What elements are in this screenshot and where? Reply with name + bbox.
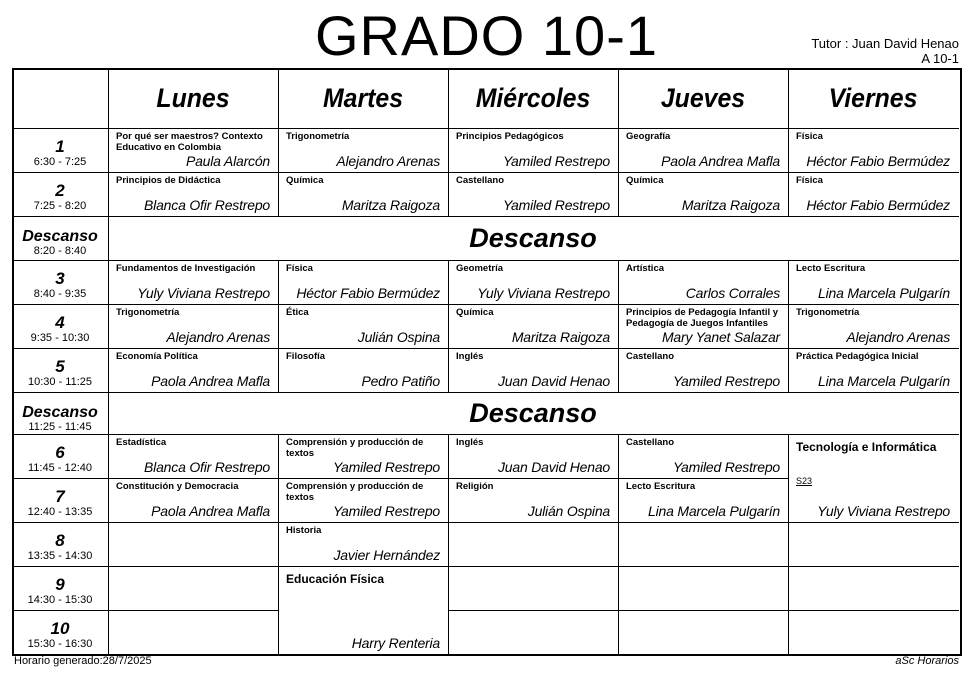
period-label [12,270,108,300]
lesson-teacher: Carlos Corrales [685,285,780,301]
lesson-subject: Educación Física [286,572,385,586]
period-label [12,358,108,388]
period-number: 3 [55,269,65,288]
lesson-teacher: Héctor Fabio Bermúdez [806,197,950,213]
lesson-subject: Principios Pedagógicos [456,131,564,142]
break-banner: Descanso [469,397,597,428]
lesson-teacher: Yuly Viviana Restrepo [817,503,950,519]
period-number: 1 [55,137,65,156]
lesson-teacher: Juan David Henao [498,373,610,389]
lesson-cell [618,172,788,216]
lesson-subject: Principios de Pedagogía Infantil y Pedagogía de Juegos Infantiles [626,307,779,329]
lesson-cell [108,172,278,216]
lesson-subject: Comprensión y producción de textos [286,437,424,459]
period-label [12,488,108,518]
lesson-teacher: Héctor Fabio Bermúdez [296,285,440,301]
timetable-grid [12,68,960,654]
lesson-cell [788,434,958,522]
break-time: 8:20 - 8:40 [33,245,87,257]
lesson-subject: Castellano [456,175,505,186]
lesson-subject: Por qué ser maestros? Contexto Educativo en Colombia [116,131,263,153]
tutor-label: Tutor : Juan David Henao [811,36,959,51]
lesson-cell [448,348,618,392]
lesson-subject: Historia [286,525,322,536]
period-label [12,620,108,650]
lesson-subject: Principios de Didáctica [116,175,221,186]
period-label [12,182,108,212]
lesson-teacher: Paola Andrea Mafla [661,153,780,169]
lesson-cell [278,478,448,522]
lesson-subject: Lecto Escritura [626,481,696,492]
lesson-subject: Fundamentos de Investigación [116,263,256,274]
lesson-subject: Geografía [626,131,671,142]
period-time: 13:35 - 14:30 [27,550,93,562]
lesson-subject: Economía Política [116,351,198,362]
lesson-subject: Inglés [456,437,484,448]
break-label [12,404,108,433]
lesson-cell [788,260,958,304]
lesson-subject: Trigonometría [116,307,180,318]
lesson-teacher: Yamiled Restrepo [672,459,780,475]
lesson-subject: Constitución y Democracia [116,481,239,492]
lesson-subject: Química [456,307,494,318]
lesson-cell [448,172,618,216]
lesson-cell [108,304,278,348]
lesson-cell [618,478,788,522]
lesson-teacher: Javier Hernández [333,547,440,563]
lesson-teacher: Mary Yanet Salazar [661,329,780,345]
lesson-teacher: Maritza Raigoza [341,197,440,213]
break-label [12,228,108,257]
lesson-teacher: Yamiled Restrepo [672,373,780,389]
brand-label: aSc Horarios [895,655,959,667]
day-header-5: Viernes [828,82,918,113]
lesson-cell [618,304,788,348]
lesson-cell [788,172,958,216]
period-number: 8 [55,531,65,550]
period-time: 12:40 - 13:35 [27,506,93,518]
lesson-subject: Química [626,175,664,186]
lesson-cell [278,522,448,566]
period-time: 7:25 - 8:20 [33,200,87,212]
lesson-subject: Castellano [626,351,675,362]
lesson-teacher: Yamiled Restrepo [502,153,610,169]
lesson-cell [278,434,448,478]
lesson-cell [788,304,958,348]
lesson-cell [278,348,448,392]
lesson-room: S23 [796,476,813,486]
lesson-teacher: Maritza Raigoza [511,329,610,345]
period-time: 9:35 - 10:30 [30,332,90,344]
lesson-subject: Filosofía [286,351,326,362]
period-number: 5 [55,357,65,376]
day-header-4: Jueves [660,82,746,113]
lesson-subject: Física [286,263,313,274]
lesson-teacher: Blanca Ofir Restrepo [144,197,270,213]
lesson-teacher: Juan David Henao [498,459,610,475]
lesson-subject: Artística [626,263,665,274]
lesson-cell [278,566,448,654]
period-number: 7 [55,487,65,506]
period-time: 14:30 - 15:30 [27,594,93,606]
lesson-cell [278,128,448,172]
period-time: 15:30 - 16:30 [27,638,93,650]
lesson-subject: Ética [286,307,309,318]
period-number: 9 [55,575,65,594]
lesson-subject: Trigonometría [796,307,860,318]
lesson-subject: Física [796,175,823,186]
lesson-teacher: Alejandro Arenas [336,153,440,169]
lesson-subject: Religión [456,481,494,492]
lesson-teacher: Julián Ospina [527,503,610,519]
lesson-teacher: Lina Marcela Pulgarín [818,373,950,389]
day-header-3: Miércoles [475,82,591,113]
lesson-subject: Comprensión y producción de textos [286,481,424,503]
lesson-cell [448,260,618,304]
lesson-cell [108,260,278,304]
lesson-cell [108,478,278,522]
lesson-teacher: Yuly Viviana Restrepo [137,285,270,301]
lesson-cell [618,434,788,478]
period-label [12,444,108,474]
lesson-subject: Geometría [456,263,503,274]
lesson-cell [788,348,958,392]
lesson-cell [788,128,958,172]
page-title: GRADO 10-1 [315,4,658,67]
lesson-cell [448,478,618,522]
lesson-teacher: Alejandro Arenas [166,329,270,345]
lesson-cell [278,172,448,216]
break-banner: Descanso [469,222,597,253]
period-label [12,314,108,344]
lesson-cell [108,128,278,172]
lesson-cell [278,304,448,348]
period-number: 6 [55,443,65,462]
lesson-cell [448,304,618,348]
lesson-cell [618,260,788,304]
period-number: 10 [50,619,70,638]
lesson-subject: Inglés [456,351,484,362]
period-label [12,138,108,168]
day-header-2: Martes [322,82,404,113]
lesson-cell [618,348,788,392]
break-title: Descanso [22,228,98,245]
lesson-subject: Tecnología e Informática [796,440,937,454]
group-label: A 10-1 [921,51,959,66]
lesson-teacher: Maritza Raigoza [681,197,780,213]
lesson-teacher: Julián Ospina [357,329,440,345]
lesson-cell [618,128,788,172]
lesson-cell [448,434,618,478]
break-title: Descanso [22,404,98,421]
period-time: 10:30 - 11:25 [27,376,92,388]
period-number: 4 [55,313,65,332]
period-time: 6:30 - 7:25 [33,156,87,168]
lesson-teacher: Paola Andrea Mafla [151,503,270,519]
period-time: 8:40 - 9:35 [33,288,87,300]
lesson-teacher: Héctor Fabio Bermúdez [806,153,950,169]
lesson-subject: Física [796,131,823,142]
period-time: 11:45 - 12:40 [27,462,92,474]
break-time: 11:25 - 11:45 [28,421,92,433]
lesson-teacher: Yuly Viviana Restrepo [477,285,610,301]
lesson-teacher: Pedro Patiño [361,373,440,389]
period-label [12,532,108,562]
lesson-teacher: Paula Alarcón [185,153,270,169]
day-header-1: Lunes [156,82,230,113]
lesson-subject: Estadística [116,437,167,448]
lesson-teacher: Yamiled Restrepo [502,197,610,213]
lesson-subject: Química [286,175,324,186]
lesson-teacher: Alejandro Arenas [846,329,950,345]
lesson-cell [278,260,448,304]
lesson-cell [108,348,278,392]
lesson-teacher: Blanca Ofir Restrepo [144,459,270,475]
lesson-teacher: Lina Marcela Pulgarín [648,503,780,519]
lesson-teacher: Yamiled Restrepo [332,459,440,475]
lesson-cell [108,434,278,478]
lesson-teacher: Yamiled Restrepo [332,503,440,519]
lesson-teacher: Paola Andrea Mafla [151,373,270,389]
lesson-subject: Lecto Escritura [796,263,866,274]
period-label [12,576,108,606]
lesson-subject: Práctica Pedagógica Inicial [796,351,919,362]
period-number: 2 [55,181,65,200]
lesson-teacher: Lina Marcela Pulgarín [818,285,950,301]
lesson-subject: Castellano [626,437,675,448]
lesson-cell [448,128,618,172]
lesson-teacher: Harry Renteria [351,635,440,651]
generated-date: Horario generado:28/7/2025 [14,655,152,667]
lesson-subject: Trigonometría [286,131,350,142]
